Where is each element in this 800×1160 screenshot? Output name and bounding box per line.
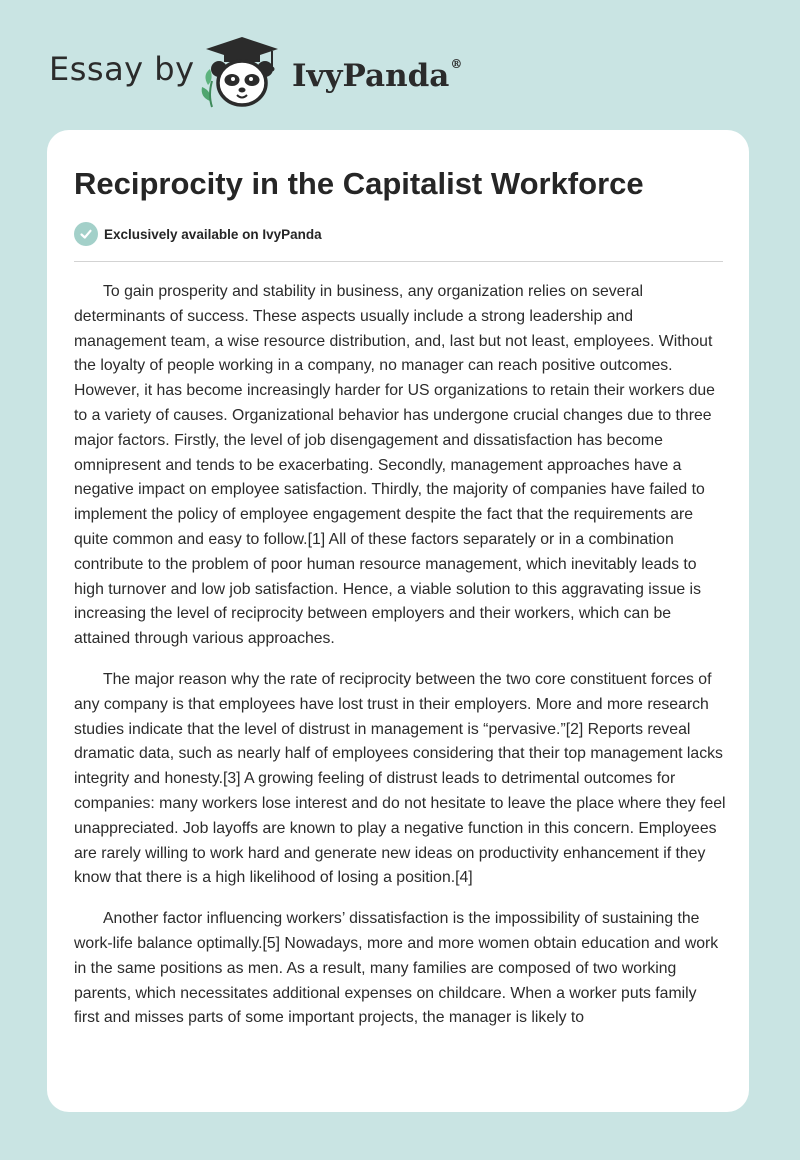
brand-text: IvyPanda [292, 58, 450, 94]
brand-name[interactable] [292, 57, 462, 94]
exclusive-label: Exclusively available on IvyPanda [104, 226, 322, 242]
paragraph-1: To gain prosperity and stability in business, any organization relies on several determinants of success. These aspects usually include a strong leadership and management team, a wise resource distribution, and, last but not least, employees. Without the loyalty of people working in a company, no manager can reach positive outcomes. However, it has become increasingly harder for US organizations to retain their workers due to a variety of causes. Organizational behavior has undergone crucial changes due to three major factors. Firstly, the level of job disengagement and dissatisfaction has become omnipresent and tends to be exacerbating. Secondly, management approaches have a negative impact on employee satisfaction. Thirdly, the majority of companies have failed to implement the policy of employee engagement despite the fact that the requirements are quite common and easy to follow.[1] All of these factors separately or in a combination contribute to the problem of poor human resource management, which inevitably leads to high turnover and low job satisfaction. Hence, a viable solution to this aggravating issue is increasing the level of reciprocity between employers and their workers, which can be attained through various approaches. [74, 283, 715, 648]
essay-by-label: Essay by [49, 50, 195, 88]
essay-body [74, 280, 726, 1047]
essay-title: Reciprocity in the Capitalist Workforce [74, 166, 644, 201]
paragraph-3: Another factor influencing workers’ dissatisfaction is the impossibility of sustaining the work-life balance optimally.[5] Nowadays, more and more women obtain education and work in the same positions as men. As a result, many families are composed of two working parents, which necessitates additional expenses on childcare. When a worker puts family first and misses parts of some important projects, the manager is likely to [74, 910, 719, 1027]
divider [74, 261, 723, 262]
check-icon [74, 222, 98, 246]
site-header [0, 0, 800, 130]
paragraph-2: The major reason why the rate of reciprocity between the two core constituent forces of any company is that employees have lost trust in their employers. More and more research studies indicate that the level of distrust in management is “pervasive.”[2] Reports reveal dramatic data, such as nearly half of employees considering that their top management lacks integrity and honesty.[3] A growing feeling of distrust leads to detrimental outcomes for companies: many workers lose interest and do not hesitate to leave the place where they feel unappreciated. Job layoffs are known to play a negative function in this concern. Employees are rarely willing to work hard and generate new ideas on productivity enhancement if they know that there is a high likelihood of losing a position.[4] [74, 670, 726, 887]
essay-card [47, 130, 749, 1112]
exclusive-badge [74, 222, 322, 246]
panda-graduate-icon[interactable] [200, 35, 284, 109]
trademark-symbol: ® [450, 57, 463, 71]
